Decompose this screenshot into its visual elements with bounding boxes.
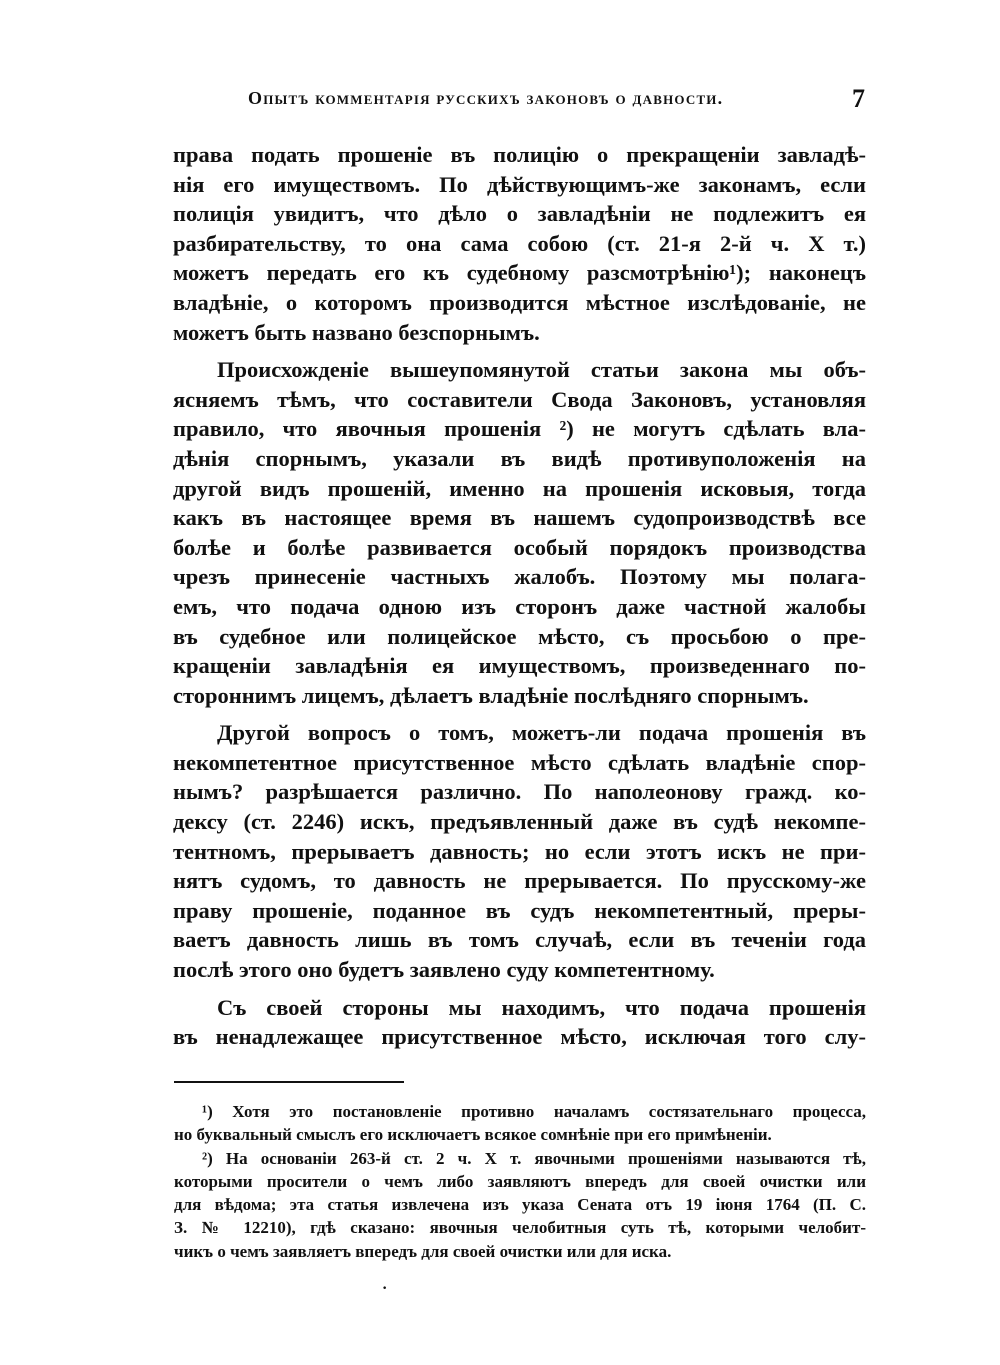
footnote-line: З. № 12210), гдѣ сказано: явочныя челобитныя суть тѣ, которыми челобит-	[174, 1218, 866, 1238]
text-line: другой видъ прошеній, именно на прошенія исковыя, тогда	[173, 475, 866, 501]
footnote-line: для вѣдома; эта статья извлечена изъ указа Сената отъ 19 іюня 1764 (П. С.	[174, 1195, 866, 1215]
text-line: Съ своей стороны мы находимъ, что подача прошенія	[217, 994, 866, 1020]
footnote-line: чикъ о чемъ заявляетъ впередъ для своей очистки или для иска.	[174, 1241, 672, 1261]
text-line: праву прошеніе, поданное въ судъ некомпетентный, преры-	[173, 897, 866, 923]
running-head	[172, 84, 867, 113]
text-line: можетъ передать его къ судебному разсмотрѣнію¹); наконецъ	[173, 260, 866, 286]
text-line: Другой вопросъ о томъ, можетъ-ли подача прошенія въ	[217, 720, 866, 746]
footnotes	[174, 1100, 866, 1263]
text-line: емъ, что подача одною изъ сторонъ даже частной жалобы	[173, 593, 866, 619]
text-line: Происхожденіе вышеупомянутой статьи закона мы объ-	[217, 357, 866, 383]
footnote-rule	[174, 1081, 404, 1083]
text-line: владѣніе, о которомъ производится мѣстное изслѣдованіе, не	[173, 289, 866, 315]
text-line: нятъ судомъ, то давность не прерывается. По прусскому-же	[173, 868, 866, 894]
text-line: нымъ? разрѣшается различно. По наполеонову гражд. ко-	[173, 779, 866, 805]
text-line: въ ненадлежащее присутственное мѣсто, исключая того слу-	[173, 1024, 866, 1050]
text-line: тентномъ, прерываетъ давность; но если этотъ искъ не при-	[173, 838, 866, 864]
text-line: стороннимъ лицемъ, дѣлаетъ владѣніе послѣдняго спорнымъ.	[173, 682, 809, 708]
footnote-line: которыми просители о чемъ либо заявляютъ впередъ для своей очистки или	[174, 1171, 866, 1191]
text-line: въ судебное или полицейское мѣсто, съ просьбою о пре-	[173, 623, 866, 649]
running-title: Опытъ комментарія русскихъ законовъ о давности.	[248, 88, 724, 108]
text-line: дѣнія спорнымъ, указали въ видѣ противуположенія на	[173, 445, 866, 471]
footnote-line: ²) На основаніи 263-й ст. 2 ч. X т. явочными прошеніями называются тѣ,	[202, 1148, 866, 1168]
text-line: ясняемъ тѣмъ, что составители Свода Законовъ, установляя	[173, 386, 866, 412]
text-line: права подать прошеніе въ полицію о прекращеніи завладѣ-	[173, 142, 866, 167]
footnote-line: ¹) Хотя это постановленіе противно началамъ состязательнаго процесса,	[202, 1102, 866, 1121]
text-line: некомпетентное присутственное мѣсто сдѣлать владѣніе спор-	[173, 749, 866, 775]
text-line: разбирательству, то она сама собою (ст. 21-я 2-й ч. X т.)	[173, 230, 866, 256]
text-line: можетъ быть названо безспорнымъ.	[173, 319, 540, 345]
text-line: правило, что явочныя прошенія ²) не могутъ сдѣлать вла-	[173, 416, 866, 442]
print-mark: ·	[382, 1280, 388, 1297]
text-line: дексу (ст. 2246) искъ, предъявленный даже въ судѣ некомпе-	[173, 809, 866, 835]
page-number: 7	[852, 84, 865, 113]
body-text	[173, 140, 866, 1052]
text-line: болѣе и болѣе развивается особый порядокъ производства	[173, 534, 866, 560]
text-line: чрезъ принесеніе частныхъ жалобъ. Поэтому мы полага-	[173, 564, 866, 590]
text-line: какъ въ настоящее время въ нашемъ судопроизводствѣ все	[173, 505, 866, 531]
footnote-line: но буквальный смыслъ его исключаетъ всякое сомнѣніе при его примѣненіи.	[174, 1125, 772, 1145]
text-line: ваетъ давность лишь въ томъ случаѣ, если въ теченіи года	[173, 927, 866, 953]
text-line: послѣ этого оно будетъ заявлено суду компетентному.	[173, 957, 715, 983]
text-line: кращеніи завладѣнія ея имуществомъ, произведеннаго по-	[173, 653, 866, 679]
text-line: полиція увидитъ, что дѣло о завладѣніи не подлежитъ ея	[173, 201, 866, 227]
text-line: нія его имуществомъ. По дѣйствующимъ-же законамъ, если	[173, 171, 866, 197]
